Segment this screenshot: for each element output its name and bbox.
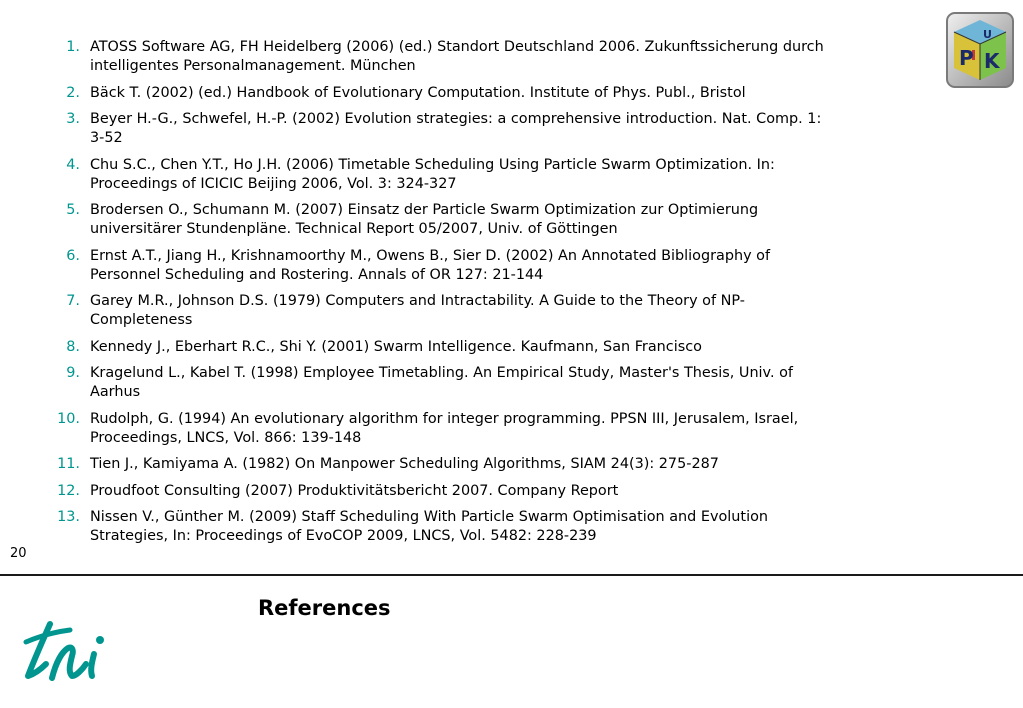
reference-item [50,410,840,448]
reference-item [50,364,840,402]
reference-number: 8. [66,338,80,355]
reference-item [50,482,840,501]
reference-text: Nissen V., Günther M. (2009) Staff Scheduling With Particle Swarm Optimisation and Evolution Strategies, In: Proceedings of EvoCOP 2009, LNCS, Vol. 5482: 228-239 [90,509,768,544]
footer-divider [0,574,1023,576]
reference-number: 6. [66,247,80,264]
reference-number: 2. [66,84,80,101]
reference-item [50,508,840,546]
reference-item [50,156,840,194]
reference-number: 3. [66,111,80,127]
page-number: 20 [10,546,27,561]
reference-item [50,84,840,103]
reference-number: 1. [66,39,80,55]
reference-number: 5. [66,202,80,218]
reference-number: 7. [66,293,80,309]
reference-number: 4. [66,156,80,173]
reference-text: Ernst A.T., Jiang H., Krishnamoorthy M., Owens B., Sier D. (2002) An Annotated Bibliography of Personnel Scheduling and Rostering. Annals of OR 127: 21-144 [90,247,771,283]
reference-text: Kragelund L., Kabel T. (1998) Employee Timetabling. An Empirical Study, Master's Thesis, Univ. of Aarhus [90,365,793,400]
reference-item [50,455,840,474]
reference-text: Proudfoot Consulting (2007) Produktivitätsbericht 2007. Company Report [90,482,619,499]
puk-cube-logo [944,10,1016,90]
reference-text: Brodersen O., Schumann M. (2007) Einsatz der Particle Swarm Optimization zur Optimierung universitärer Stundenpläne. Technical Report 05/2007, Univ. of Göttingen [90,202,759,237]
reference-item [50,38,840,76]
svg-text:P: P [959,46,974,70]
slide-title: References [258,596,391,620]
reference-number: 13. [57,509,80,525]
reference-number: 9. [66,365,80,381]
reference-item [50,201,840,239]
reference-text: Beyer H.-G., Schwefel, H.-P. (2002) Evolution strategies: a comprehensive introduction. Nat. Comp. 1: 3-52 [90,111,822,146]
reference-text: Tien J., Kamiyama A. (1982) On Manpower Scheduling Algorithms, SIAM 24(3): 275-287 [90,456,719,472]
reference-item [50,292,840,330]
reference-item [50,247,840,285]
reference-number: 12. [57,482,80,499]
reference-item [50,338,840,357]
reference-number: 11. [57,456,80,472]
svg-text:K: K [984,49,1000,73]
reference-text: Kennedy J., Eberhart R.C., Shi Y. (2001) Swarm Intelligence. Kaufmann, San Francisco [90,338,702,355]
reference-text: ATOSS Software AG, FH Heidelberg (2006) (ed.) Standort Deutschland 2006. Zukunftssicherung durch intelligentes Personalmanagement. München [90,39,824,74]
reference-item [50,110,840,148]
reference-text: Chu S.C., Chen Y.T., Ho J.H. (2006) Timetable Scheduling Using Particle Swarm Optimization. In: Proceedings of ICICIC Beijing 2006, Vol. 3: 324-327 [90,156,775,192]
reference-text: Rudolph, G. (1994) An evolutionary algorithm for integer programming. PPSN III, Jerusalem, Israel, Proceedings, LNCS, Vol. 866: 139-148 [90,410,799,446]
svg-text:U: U [983,28,992,41]
reference-text: Bäck T. (2002) (ed.) Handbook of Evolutionary Computation. Institute of Phys. Publ., Bristol [90,84,746,101]
reference-number: 10. [57,410,80,427]
university-logo [20,618,112,688]
reference-list [50,38,840,554]
reference-text: Garey M.R., Johnson D.S. (1979) Computers and Intractability. A Guide to the Theory of NP-Completeness [90,293,745,328]
